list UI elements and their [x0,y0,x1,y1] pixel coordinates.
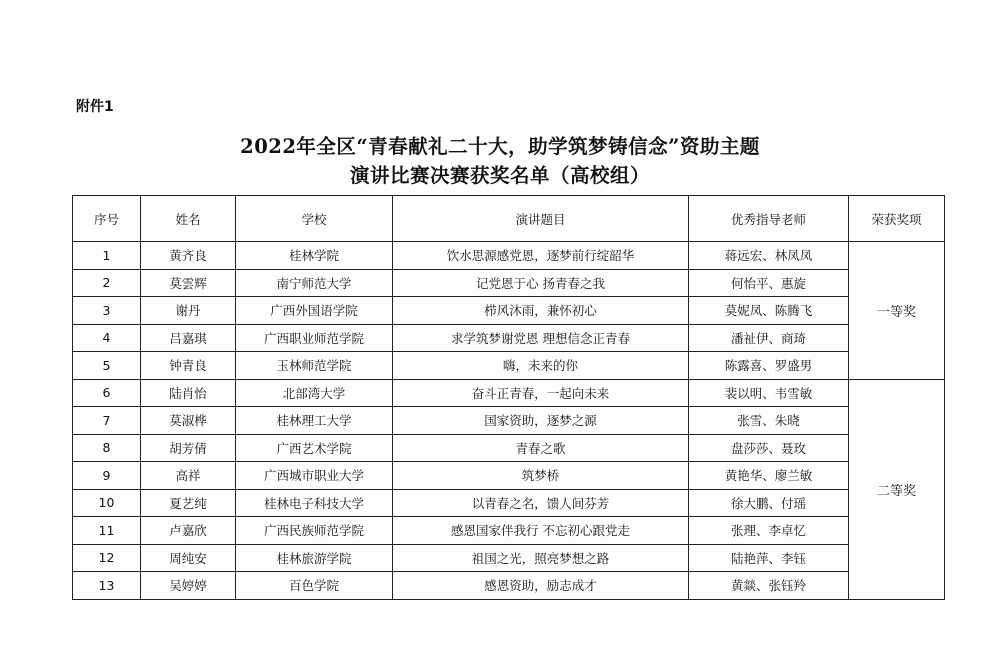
cell-name: 胡芳倩 [141,434,236,462]
cell-name: 钟青良 [141,352,236,380]
header-name: 姓名 [141,196,236,242]
table-row [73,544,945,572]
table-row [73,324,945,352]
cell-teachers: 潘祉伊、商琦 [689,324,849,352]
header-award: 荣获奖项 [849,196,945,242]
attachment-label: 附件1 [76,99,114,115]
award-list-table [72,195,945,600]
cell-topic: 国家资助，逐梦之源 [393,407,689,435]
cell-number: 5 [73,352,141,380]
cell-topic: 感恩国家伴我行 不忘初心跟党走 [393,517,689,545]
cell-name: 夏艺纯 [141,489,236,517]
cell-school: 广西城市职业大学 [236,462,393,490]
header-topic: 演讲题目 [393,196,689,242]
cell-school: 百色学院 [236,572,393,600]
cell-topic: 栉风沐雨，兼怀初心 [393,297,689,325]
cell-topic: 记党恩于心 扬青春之我 [393,269,689,297]
cell-number: 12 [73,544,141,572]
cell-topic: 嗨，未来的你 [393,352,689,380]
cell-topic: 祖国之光，照亮梦想之路 [393,544,689,572]
cell-name: 卢嘉欣 [141,517,236,545]
cell-topic: 奋斗正青春，一起向未来 [393,379,689,407]
table-row [73,572,945,600]
cell-topic: 以青春之名，馈人间芬芳 [393,489,689,517]
cell-teachers: 张理、李卓忆 [689,517,849,545]
cell-number: 10 [73,489,141,517]
table-row [73,297,945,325]
cell-topic: 感恩资助，励志成才 [393,572,689,600]
cell-number: 11 [73,517,141,545]
cell-number: 2 [73,269,141,297]
cell-name: 周纯安 [141,544,236,572]
header-teachers: 优秀指导老师 [689,196,849,242]
cell-name: 谢丹 [141,297,236,325]
cell-topic: 筑梦桥 [393,462,689,490]
cell-topic: 求学筑梦谢党恩 理想信念正青春 [393,324,689,352]
cell-teachers: 何怡平、惠旋 [689,269,849,297]
cell-topic: 青春之歌 [393,434,689,462]
cell-teachers: 裴以明、韦雪敏 [689,379,849,407]
cell-teachers: 盘莎莎、聂玫 [689,434,849,462]
cell-school: 北部湾大学 [236,379,393,407]
cell-name: 陆肖怡 [141,379,236,407]
cell-teachers: 蒋远宏、林凤凤 [689,242,849,270]
cell-school: 桂林旅游学院 [236,544,393,572]
table-row [73,462,945,490]
cell-school: 广西外国语学院 [236,297,393,325]
cell-name: 黄齐良 [141,242,236,270]
cell-school: 玉林师范学院 [236,352,393,380]
cell-school: 桂林电子科技大学 [236,489,393,517]
cell-school: 桂林理工大学 [236,407,393,435]
cell-teachers: 黄燚、张钰羚 [689,572,849,600]
cell-school: 广西民族师范学院 [236,517,393,545]
table-row [73,269,945,297]
cell-number: 1 [73,242,141,270]
cell-school: 桂林学院 [236,242,393,270]
cell-topic: 饮水思源感党恩，逐梦前行绽韶华 [393,242,689,270]
table-row [73,242,945,270]
cell-award-first-prize: 一等奖 [849,242,945,380]
table-row [73,407,945,435]
cell-number: 4 [73,324,141,352]
cell-name: 莫雲辉 [141,269,236,297]
cell-school: 广西职业师范学院 [236,324,393,352]
cell-teachers: 陈露喜、罗盛男 [689,352,849,380]
cell-number: 9 [73,462,141,490]
cell-school: 广西艺术学院 [236,434,393,462]
header-school: 学校 [236,196,393,242]
cell-name: 吕嘉琪 [141,324,236,352]
cell-number: 8 [73,434,141,462]
cell-teachers: 莫妮凤、陈腾飞 [689,297,849,325]
table-row [73,517,945,545]
table-row [73,352,945,380]
cell-award-second-prize: 二等奖 [849,379,945,599]
table-row [73,379,945,407]
cell-name: 高祥 [141,462,236,490]
table-row [73,434,945,462]
document-title-line-2: 演讲比赛决赛获奖名单（高校组） [349,164,650,187]
table-row [73,489,945,517]
cell-teachers: 黄艳华、廖兰敏 [689,462,849,490]
cell-name: 吴婷婷 [141,572,236,600]
cell-teachers: 张雪、朱晓 [689,407,849,435]
document-title-line-1: 2022年全区“青春献礼二十大，助学筑梦铸信念”资助主题 [240,135,760,158]
cell-number: 3 [73,297,141,325]
cell-number: 13 [73,572,141,600]
cell-school: 南宁师范大学 [236,269,393,297]
cell-number: 6 [73,379,141,407]
cell-teachers: 徐大鹏、付瑶 [689,489,849,517]
header-number: 序号 [73,196,141,242]
cell-number: 7 [73,407,141,435]
table-header-row [73,196,945,242]
cell-teachers: 陆艳萍、李钰 [689,544,849,572]
cell-name: 莫淑桦 [141,407,236,435]
